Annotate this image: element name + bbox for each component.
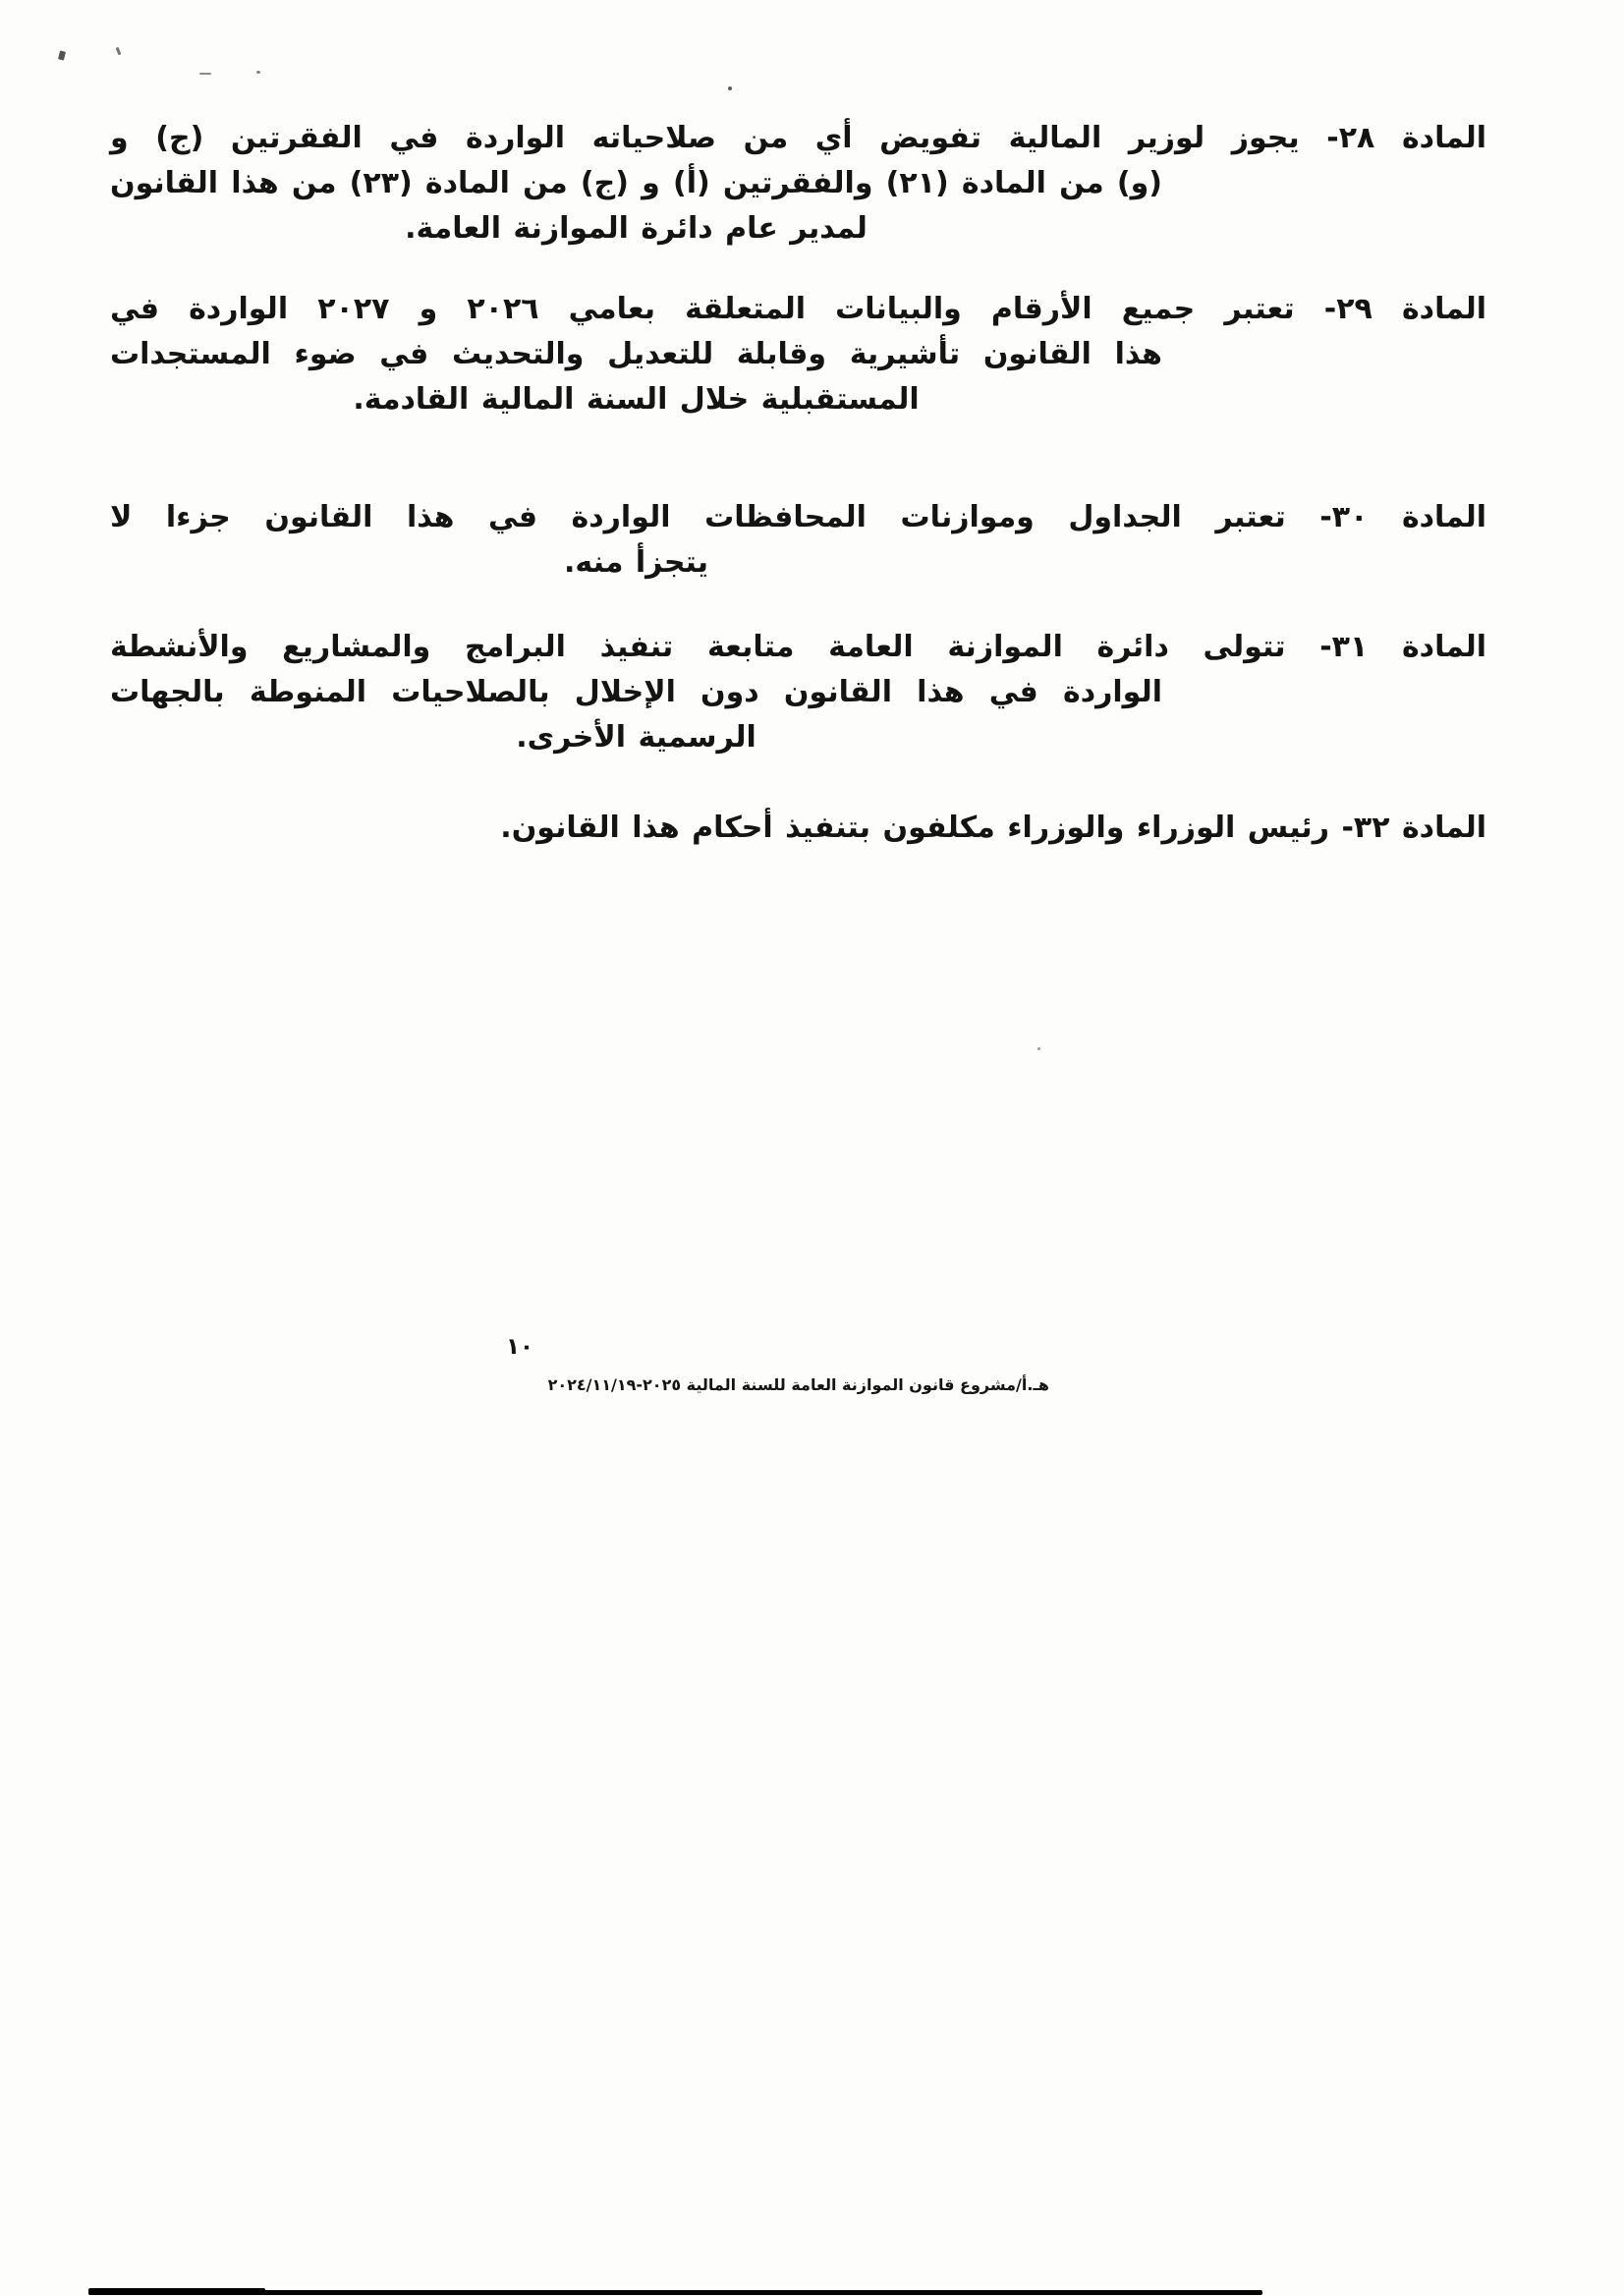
- scan-speck: [1037, 1047, 1040, 1050]
- article-line: [110, 495, 1486, 540]
- article-label: المادة ٣٢-: [1341, 811, 1486, 845]
- article-line: [110, 625, 1486, 670]
- article-line: هذا القانون تأشيرية وقابلة للتعديل والتحديث في ضوء المستجدات: [110, 337, 1162, 371]
- article-29: [110, 287, 1486, 422]
- article-31: [110, 625, 1486, 760]
- article-label: المادة ٢٨-: [1326, 121, 1486, 155]
- article-line: [110, 806, 1486, 851]
- scan-speck: [256, 71, 260, 74]
- page-number: ١٠: [506, 1334, 534, 1360]
- scan-speck: [116, 47, 122, 56]
- article-line: (و) من المادة (٢١) والفقرتين (أ) و (ج) من المادة (٢٣) من هذا القانون: [110, 166, 1162, 200]
- article-text: تعتبر الجداول وموازنات المحافظات الواردة في هذا القانون جزءا لا: [110, 500, 1286, 534]
- article-text: رئيس الوزراء والوزراء مكلفون بتنفيذ أحكام هذا القانون.: [500, 811, 1329, 845]
- scan-edge-artifact: [88, 2288, 265, 2295]
- article-label: المادة ٣١-: [1319, 630, 1486, 664]
- article-line: [110, 287, 1486, 332]
- article-line: المستقبلية خلال السنة المالية القادمة.: [353, 382, 920, 417]
- articles-section: [110, 116, 1486, 851]
- scan-speck: [199, 73, 211, 75]
- article-label: المادة ٣٠-: [1319, 500, 1486, 534]
- article-28: [110, 116, 1486, 252]
- article-text: تتولى دائرة الموازنة العامة متابعة تنفيذ البرامج والمشاريع والأنشطة: [110, 630, 1286, 664]
- article-32: [110, 806, 1486, 851]
- scan-speck: [728, 86, 732, 90]
- article-label: المادة ٢٩-: [1323, 292, 1487, 326]
- article-30: [110, 495, 1486, 586]
- article-text: يجوز لوزير المالية تفويض أي من صلاحياته الواردة في الفقرتين (ج) و: [110, 121, 1300, 155]
- scan-speck: [58, 50, 66, 60]
- article-line: الرسمية الأخرى.: [516, 720, 756, 755]
- article-line: يتجزأ منه.: [564, 545, 708, 580]
- article-line: الواردة في هذا القانون دون الإخلال بالصلاحيات المنوطة بالجهات: [110, 675, 1162, 709]
- article-text: تعتبر جميع الأرقام والبيانات المتعلقة بعامي ٢٠٢٦ و ٢٠٢٧ الواردة في: [110, 292, 1295, 326]
- article-line: لمدير عام دائرة الموازنة العامة.: [405, 211, 868, 246]
- article-line: [110, 116, 1486, 161]
- footer-reference: هـ.أ/مشروع قانون الموازنة العامة للسنة المالية ٢٠٢٥-٢٠٢٤/١١/١٩: [547, 1375, 1049, 1394]
